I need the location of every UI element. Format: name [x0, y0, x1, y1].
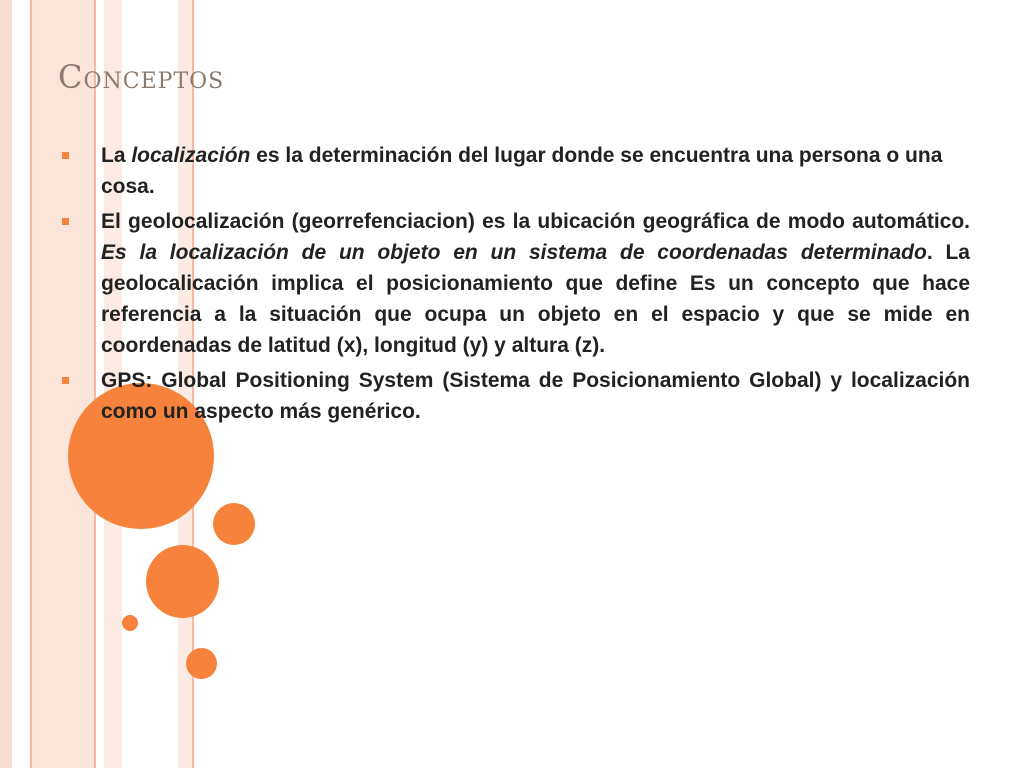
- decor-circle-medium: [146, 545, 219, 618]
- decor-line: [30, 0, 32, 768]
- slide-title: Conceptos: [58, 58, 225, 96]
- square-bullet-icon: [62, 377, 69, 384]
- decor-circle-tiny: [122, 615, 138, 631]
- decor-circle-small: [186, 648, 217, 679]
- bullet-item: [62, 140, 970, 202]
- decor-stripe: [12, 0, 30, 768]
- bullet-text: . La geolocalicación implica el posicionamiento que define Es un concepto que hace referencia a la situación que ocupa un objeto en el espacio y que se mide en coordenadas de latitud (x), longitud (y) y altura (z).: [101, 241, 970, 357]
- bullet-text: GPS: Global Positioning System (Sistema de Posicionamiento Global) y localización como un aspecto más genérico.: [101, 369, 970, 423]
- bullet-text: El geolocalización (georrefenciacion) es la ubicación geográfica de modo automático.: [101, 210, 970, 233]
- bullet-item: [62, 206, 970, 361]
- bullet-italic-text: Es la localización de un objeto en un sistema de coordenadas determinado: [101, 241, 927, 264]
- decor-circle-small: [213, 503, 255, 545]
- bullet-item: [62, 365, 970, 427]
- square-bullet-icon: [62, 152, 69, 159]
- bullet-text: La: [101, 144, 132, 167]
- square-bullet-icon: [62, 218, 69, 225]
- bullet-italic-text: localización: [131, 144, 251, 167]
- bullet-text: es la determinación del lugar donde se encuentra una persona o una cosa.: [101, 144, 943, 198]
- decor-stripe: [0, 0, 12, 768]
- bullet-list: [62, 140, 970, 431]
